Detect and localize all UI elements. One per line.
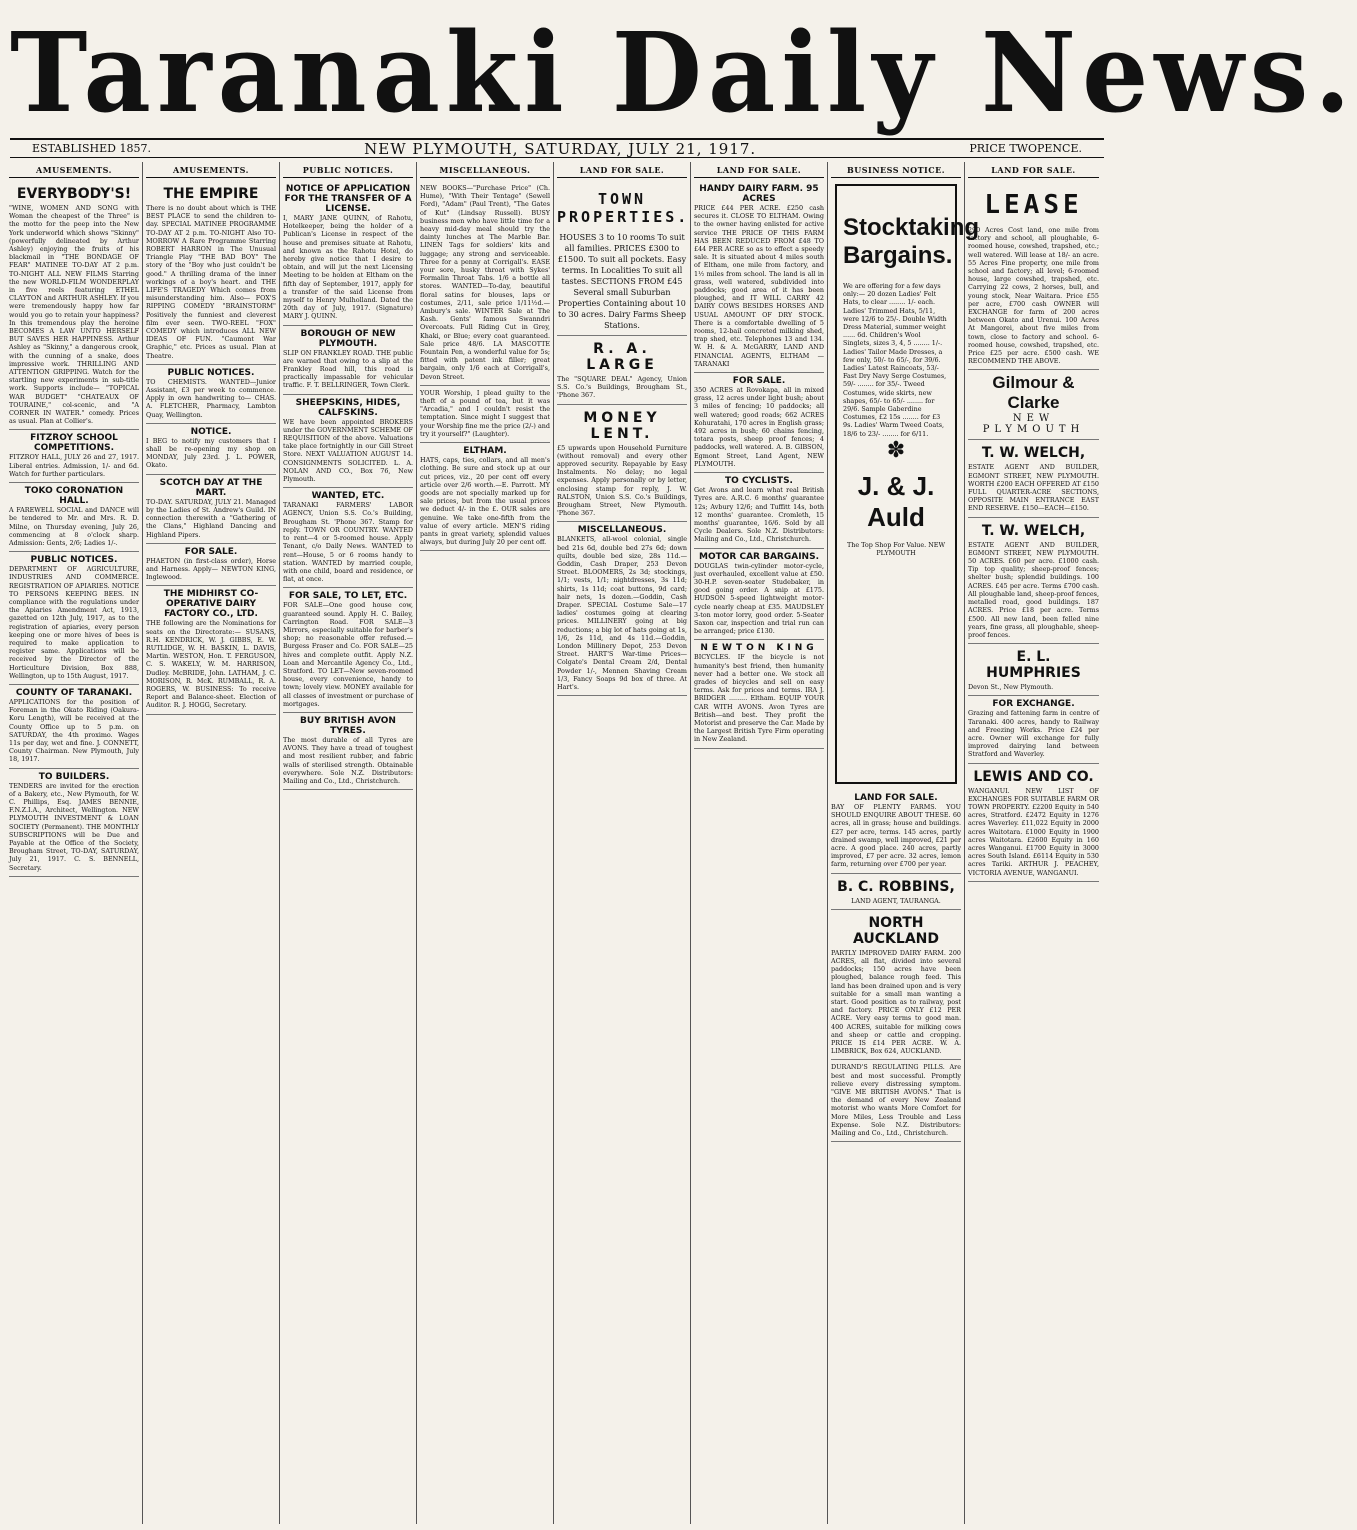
column-heading: PUBLIC NOTICES. xyxy=(283,162,413,178)
ad-body: PHAETON (in first-class order), Horse and Harness. Apply— NEWTON KING, Inglewood. xyxy=(146,556,276,582)
ad-body: PARTLY IMPROVED DAIRY FARM. 200 ACRES, all flat, divided into several paddocks; 150 acres have been ploughed, balance rough feed. This land has been drained upon and is very suitable for a small man wanting a start. Good position as to railway, post and factory. PRICE ONLY £12 PER ACRE. Very easy terms to good man. 400 ACRES, suitable for milking cows and sheep or cattle and cropping. PRICE IS £14 PER ACRE. W. A. LIMBRICK, Box 624, AUCKLAND. xyxy=(831,948,961,1056)
column-heading: LAND FOR SALE. xyxy=(557,162,687,178)
ad-block xyxy=(831,1060,961,1142)
ad-block xyxy=(9,769,139,877)
ad-body: LAND AGENT, TAURANGA. xyxy=(851,896,941,905)
column-heading: AMUSEMENTS. xyxy=(9,162,139,178)
ad-block xyxy=(420,181,550,386)
ad-block xyxy=(694,181,824,373)
ad-body: ESTATE AGENT AND BUILDER, EGMONT STREET, NEW PLYMOUTH. 50 ACRES. £60 per acre. £1000 cash. Tip top quality; sheep-proof fences; shelter bush; splendid buildings. 100 ACRES. £45 per acre. Terms £700 cash. All ploughable land, sheep-proof fences, metalled road, good buildings. 187 ACRES. Price £18 per acre. Terms £500. All new land, been felled nine years, fine grass, all ploughable, sheep-proof fences. xyxy=(968,540,1099,639)
ad-block xyxy=(557,181,690,336)
ad-title: B. C. ROBBINS, xyxy=(837,878,955,895)
ad-body: The most durable of all Tyres are AVONS. They have a tread of toughest and most resilient rubber, and fabric walls of sterilised strength. Obtainable everywhere. Sole N.Z. Distributors: Mailing and Co., Ltd., Christchurch. xyxy=(283,735,413,785)
ad-block xyxy=(146,181,276,365)
column-6 xyxy=(691,162,828,1524)
ad-body: HOUSES 3 to 10 rooms To suit all families. PRICES £300 to £1500. To suit all pockets. Easy terms. In Localities To suit all tastes. SECTIONS FROM £45 Several small Suburban Properties Containing about 10 to 30 acres. Dairy Farms Sheep Stations. xyxy=(557,233,687,330)
stocktaking-ad xyxy=(835,184,980,784)
ad-title: NOTICE OF APPLICATION FOR THE TRANSFER OF A LICENSE. xyxy=(284,184,412,214)
ad-block xyxy=(420,443,550,551)
ad-title: Stocktaking Bargains. xyxy=(843,214,980,269)
ad-title: Gilmour & Clarke xyxy=(992,373,1075,413)
ad-title: MISCELLANEOUS. xyxy=(577,525,667,536)
ad-block xyxy=(146,424,276,475)
ad-title: NEWTON KING xyxy=(700,643,818,654)
ad-body: BLANKETS, all-wool colonial, single bed 21s 6d, double bed 27s 6d; down quilts, double bed size, 28s 11d.—Goddin, Cash Draper, 253 Devon Street. BLOOMERS, 2s 3d; stockings, 1/1; vests, 1/1; nightdresses, 3s 11d; shirts, 1s 11d; coat buttons, 9d card; hair nets, 1s dozen.—Goddin, Cash Draper. SPECIAL Costume Sale—17 ladies' costumes going at clearing prices. MILLINERY going at big reductions; a big lot of hats going at 1s, 1/6, 2s 11d, and 4s 11d.—Goddin, London Millinery Depot, 253 Devon Street. HART'S War-time Prices—Colgate's Dental Cream 2/d, Dental Powder 1/-, Mennen Shaving Cream 1/3, Fancy Soaps 9d box of three. At Hart's. xyxy=(557,535,687,692)
ad-title: HANDY DAIRY FARM. 95 ACRES xyxy=(699,184,819,204)
ad-body: THE following are the Nominations for seats on the Directorate:— SUSANS, R.H. KENDRICK, W. J. GIBBS, E. W. RUTLIDGE, W. H. BASKIN, L. DAVIS, Martin. WESTON, Hon. T. FERGUSON, C. S. WAKELY, W. M. HARRISON, Dudley. McBRIDE, John. LATHAM, J. C. MORISON, R. McK. RUMBALL, R. A. ROGERS, W. BUSINESS: To receive Report and Balance-sheet. Election of Auditor. R. J. HOGG, Secretary. xyxy=(146,619,276,710)
ad-title: FOR SALE. xyxy=(732,376,786,387)
column-heading: LAND FOR SALE. xyxy=(968,162,1099,178)
column-heading: BUSINESS NOTICE. xyxy=(831,162,961,178)
established-text: ESTABLISHED 1857. xyxy=(32,142,151,155)
ad-block xyxy=(146,544,276,587)
ad-block xyxy=(283,326,413,395)
ad-block xyxy=(283,395,413,489)
ad-block xyxy=(283,588,413,713)
ad-block xyxy=(420,386,550,443)
ad-body: 350 ACRES at Rovokapa, all in mixed grass, 12 acres under light bush; about 3 miles of fencing; 10 paddocks; all well watered; good roads; 662 ACRES Kohuratahi, 170 acres in English grass; 492 acres in bush; 60 chains fencing, totara posts, sheep proof fences; 4 paddocks, well watered. A. B. GIBSON, Egmont Street, Land Agent, NEW PLYMOUTH. xyxy=(694,386,824,468)
ad-block xyxy=(968,440,1099,517)
ad-body: TENDERS are invited for the erection of a Bakery, etc., New Plymouth, for W. C. Phillips, Esq. JAMES BENNIE, F.N.Z.I.A., Architect, Wellington. NEW PLYMOUTH INVESTMENT & LOAN SOCIETY (Permanent). THE MONTHLY SUBSCRIPTIONS will be Due and Payable at the Office of the Society, Brougham Street, TO-DAY, SATURDAY, July 21, 1917. C. S. BENNELL, Secretary. xyxy=(9,781,139,872)
column-3 xyxy=(280,162,417,1524)
ad-title: BOROUGH OF NEW PLYMOUTH. xyxy=(300,328,396,349)
ad-title: T. W. WELCH, xyxy=(981,445,1086,462)
ad-block xyxy=(968,181,1099,370)
ad-title: THE MIDHIRST CO-OPERATIVE DAIRY FACTORY CO., LTD. xyxy=(163,589,259,620)
ad-block xyxy=(968,644,1099,696)
ad-block xyxy=(831,910,961,1061)
column-7 xyxy=(828,162,980,1524)
ad-body: A FAREWELL SOCIAL and DANCE will be tendered to Mr. and Mrs. R. D. Milne, on Thursday evening, July 26, commencing at 8 o'clock sharp. Admission: Gents, 2/6; Ladies 1/-. xyxy=(9,506,139,547)
ad-body: Devon St., New Plymouth. xyxy=(968,683,1054,692)
masthead xyxy=(10,7,1357,138)
ad-title: MONEY LENT. xyxy=(583,409,661,442)
ad-block xyxy=(283,713,413,790)
ad-body: WANGANUI. NEW LIST OF EXCHANGES FOR SUITABLE FARM OR TOWN PROPERTY. £2200 Equity in 540 acres, Stratford. £2472 Equity in 1276 acres Waverley. £11,022 Equity in 2000 acres Waitotara. £1000 Equity in 1900 acres Waitotara. £2600 Equity in 160 acres Wanganui. £1700 Equity in 3000 acres South Island. £6114 Equity in 530 acres Tariki. ARTHUR J. PEACHEY, VICTORIA AVENUE, WANGANUI. xyxy=(968,786,1099,877)
ad-title: LEASE xyxy=(984,190,1083,220)
ad-block xyxy=(9,685,139,769)
ad-title: LEWIS AND CO. xyxy=(973,768,1094,785)
ad-block xyxy=(146,586,276,714)
ad-body: £5 upwards upon Household Furniture (without removal) and every other approved security. Repayable by Easy Instalments. No delay; no legal expenses. Apply personally or by letter, enclosing stamp for reply, J. W. RALSTON, Union S.S. Co.'s Buildings, Brougham Street, New Plymouth. 'Phone 367. xyxy=(557,443,687,518)
ad-body: BICYCLES. IF the bicycle is not humanity's best friend, then humanity never had a better one. We stock all grades of bicycles and sell on easy terms. Ask for prices and terms. IRA J. BRIDGER ......... Eltham. EQUIP YOUR CAR WITH AVONS. Avon Tyres are British—and best. They profit the Motorist and preserve the Car. Made by the Largest British Tyre Firm operating in New Zealand. xyxy=(694,653,824,744)
ad-block xyxy=(557,522,687,696)
ad-body: The Top Shop For Value. NEW PLYMOUTH xyxy=(846,540,946,558)
ad-block xyxy=(9,181,139,430)
ad-title: NORTH AUCKLAND xyxy=(853,914,939,947)
ad-body: The "SQUARE DEAL" Agency, Union S.S. Co.'s Buildings, Brougham St., 'Phone 367. xyxy=(557,375,687,400)
ad-body: BAY OF PLENTY FARMS. YOU SHOULD ENQUIRE ABOUT THESE. 60 acres, all in grass; house and buildings. £27 per acre, terms. 145 acres, partly drained swamp, well improved, £21 per acre. A good place. 240 acres, partly improved, £7 per acre. 32 acres, lemon farm, returning over £700 per year. xyxy=(831,803,961,869)
column-1 xyxy=(6,162,143,1524)
column-8 xyxy=(965,162,1102,1524)
column-5 xyxy=(554,162,691,1524)
ad-body: I, MARY JANE QUINN, of Rahotu, Hotelkeeper, being the holder of a Publican's License in respect of the house and premises situate at Rahotu, and known as the Rahotu Hotel, do hereby give notice that I desire to obtain, and will jut the next Licensing Meeting to be holden at Eltham on the fifth day of September, 1917, apply for a transfer of the said License from myself to Henry Mulholland. Dated the 20th day of July, 1917. (Signature) MARY J. QUINN. xyxy=(283,214,413,321)
ad-title: WANTED, ETC. xyxy=(311,491,385,502)
ad-title: THE EMPIRE xyxy=(163,186,259,202)
ad-title: LAND FOR SALE. xyxy=(854,793,938,803)
ad-block xyxy=(968,696,1099,763)
ad-body: YOUR Worship, I plead guilty to the theft of a pound of tea, but it was "Arcadia," and I couldn't resist the temptation. Since might I suggest that your Worship fine me the price (2/-) and try it yourself?" (Laughter). xyxy=(420,388,550,438)
ad-block xyxy=(831,874,961,910)
ad-block xyxy=(694,473,824,548)
ad-title: TO BUILDERS. xyxy=(38,771,110,782)
ad-body: DOUGLAS twin-cylinder motor-cycle, just overhauled, excellent value at £50. 30-H.P. seven-seater Studebaker, in good going order. A snip at £175. HUDSON 5-speed lightweight motor-cycle nearly cheap at £35. MAUDSLEY 3-ton motor lorry, good order. 5-Seater Saxon car, inspection and trial run can be arranged; price £130. xyxy=(694,561,824,636)
ad-body: SLIP ON FRANKLEY ROAD. THE public are warned that owing to a slip at the Frankley Road hill, this road is practically impassable for vehicular traffic. F. T. BELLRINGER, Town Clerk. xyxy=(283,348,413,390)
ad-block xyxy=(968,764,1099,882)
ad-block xyxy=(9,483,139,552)
column-heading: MISCELLANEOUS. xyxy=(420,162,550,178)
ad-title: TO CYCLISTS. xyxy=(725,476,793,487)
ad-body: NEW PLYMOUTH xyxy=(982,413,1085,436)
ad-block xyxy=(694,640,824,748)
ad-title: FOR SALE. xyxy=(184,546,238,557)
ad-body: TO-DAY. SATURDAY, JULY 21. Managed by the Ladies of St. Andrew's Guild. IN connection therewith a "Gathering of the Clans," Highland Dancing and Highland Pipers. xyxy=(146,497,276,539)
ad-body: FITZROY HALL, JULY 26 and 27, 1917. Liberal entries. Admission, 1/- and 6d. Watch for further particulars. xyxy=(9,453,139,478)
column-heading: LAND FOR SALE. xyxy=(694,162,824,178)
place-date-text: NEW PLYMOUTH, SATURDAY, JULY 21, 1917. xyxy=(364,139,757,158)
ad-body: "WINE, WOMEN AND SONG with Woman the cheapest of the Three" is the motto for the peep into the New York underworld which shows "Skinny" (powerfully delineated by Arthur Ashley) enjoying the fruits of his blackmail in "THE BONDAGE OF FEAR" MATINEE TO-DAY AT 2 p.m. TO-NIGHT ALL NEW FILMS Starring the new WORLD-FILM WONDERPLAY in five reels featuring ETHEL CLAYTON and ARTHUR ASHLEY. If you were tremendously happy how far would you go to retain your happiness? In this tremendous play the heroine BECOMES A LAW UNTO HERSELF BUT SAVES HER HAPPINESS. Arthur Ashley as "Skinny," a dangerous crook, with the cunning of a snake, does impressive work. THRILLING AND ATTENTION GRIPPING. Watch for the startling new experiments in sub-title work. Supports include— "TOPICAL WAR BUDGET" "CHATEAUX OF TOURAINE," col-scenic, and "A CORNER IN WATER." comedy. Prices as usual. Plan at Collier's. xyxy=(9,204,139,426)
ad-block xyxy=(146,365,276,424)
ad-title: TOWN PROPERTIES. xyxy=(557,190,690,226)
ad-body: TO CHEMISTS. WANTED—Junior Assistant, £3 per week to commence. Apply in own handwriting to— CHAS. A. FLETCHER, Pharmacy, Lambton Quay, Wellington. xyxy=(146,377,276,419)
ad-body: DEPARTMENT OF AGRICULTURE, INDUSTRIES AND COMMERCE. REGISTRATION OF APIARIES. NOTICE TO PERSONS KEEPING BEES. IN compliance with the regulations under the Apiaries Amendment Act, 1913, gazetted on 12th July, 1917, as to the registration of apiaries, every person keeping one or more hives of bees is required to make application to register same. Applications will be received by the Director of the Horticulture Division, Box 888, Wellington, up to 15th August, 1917. xyxy=(9,565,139,680)
ad-title: COUNTY OF TARANAKI. xyxy=(15,687,133,698)
ad-title: BUY BRITISH AVON TYRES. xyxy=(300,715,396,736)
ad-body: PRICE £44 PER ACRE. £250 cash secures it. CLOSE TO ELTHAM. Owing to the owner having enlisted for active service THE PRICE OF THIS FARM HAS BEEN REDUCED FROM £48 TO £44 PER ACRE so as to effect a speedy sale. It is situated about 4 miles south of Eltham, one mile from factory, and 1½ miles from school. The land is all in grass, well watered, subdivided into paddocks; good area of it has been ploughed, and IT WILL CARRY 42 DAIRY COWS BESIDES HORSES AND USUAL AMOUNT OF DRY STOCK. There is a comfortable dwelling of 5 rooms, 12-bail concreted milking shed, trap shed, etc. Telephones 13 and 134. W. H. & A. McGARRY, LAND AND FINANCIAL AGENTS, ELTHAM — TARANAKI xyxy=(694,204,824,368)
ad-title: PUBLIC NOTICES. xyxy=(167,367,255,378)
ad-body: We are offering for a few days only:— 20 dozen Ladies' Felt Hats, to clear ........ 1/- each. Ladies' Trimmed Hats, 5/11, were 12/6 to 25/-. Double Width Dress Material, summer weight ...... 6d. Children's Wool Singlets, sizes 3, 4, 5 ........ 1/-. Ladies' Tailor Made Dresses, a few only, 50/- to 65/-, for 39/6. Ladies' Latest Raincoats, 53/- Fast Dry Navy Serge Costumes, 59/- ........ for 35/-. Tweed Costumes, wide skirts, new shapes, 65/- to 65/- ........ for 29/6. Sample Gaberdine Costumes, £2 15s ........ for £3 9s. Ladies' Warm Tweed Coats, 18/6 to 23/- ........ for 6/11. xyxy=(843,282,947,438)
ad-title: E. L. HUMPHRIES xyxy=(986,649,1081,682)
ad-body: HATS, caps, ties, collars, and all men's clothing. Be sure and stock up at our cut prices, viz., 20 per cent off every article over 2/6 worth.—E. Parrott. MY goods are not specially marked up for sale prices, but from the usual prices we deduct 4/- in the £. OUR sales are genuine. We take one-fifth from the value of every article. MEN'S riding pants in great variety, splendid values always, but during July 20 per cent off. xyxy=(420,456,550,547)
ad-title: ELTHAM. xyxy=(463,446,507,457)
ad-body: NEW BOOKS—"Purchase Price" (Ch. Hume), "With Their Tentage" (Sewell Ford), "Adam" (Paul Trent), "The Gates of Kut" (Lindsay Russell). BUSY business men who have little time for a heavy mid-day meal should try the dainty lunches at The Marble Bar. LINEN Tags for soldiers' kits and luggage; any strong and serviceable. Three for a penny at Corrigall's. EASE your sore, husky throat with Sykes' Formalin Throat Tabs. 1/6 a bottle all stores. WANTED—To-day, beautiful floral satins for blouses, laps or costumes, 2/11, sale price 1/11½d.—Ambury's sale. WINTER Sale at The Kash. Gents' famous Swanndri Overcoats. Full Riding Cut in Grey, Khaki, or Blue; every coat guaranteed. Sale price 48/6. LA MASCOTTE Fountain Pen, a wonderful value for 5s; fitted with patent ink filler; great bargain, only 1/6 each at Corrigall's, Devon Street. xyxy=(420,184,550,381)
column-2 xyxy=(143,162,280,1524)
ad-title: TOKO CORONATION HALL. xyxy=(24,486,124,507)
ad-body: Get Avons and learn what real British Tyres are. A.R.C. 6 months' guarantee 12s; Avbury 12/6; and Tuffitt 14s, both 12 months' guarantee. Cromleth, 15 months' guarantee, 16/6. Sold by all Cycle Dealers. Sole N.Z. Distributors: Mailing and Co., Ltd., Christchurch. xyxy=(694,486,824,544)
ad-block xyxy=(968,370,1099,440)
ad-body: Grazing and fattening farm in centre of Taranaki. 400 acres, handy to Railway and Freezing Works. Price £24 per acre. Owner will exchange for fully improved dairying land between Stratford and Waverley. xyxy=(968,709,1099,759)
ad-title: FOR EXCHANGE. xyxy=(992,699,1075,710)
ad-title: SHEEPSKINS, HIDES, CALFSKINS. xyxy=(295,397,401,418)
ad-body: APPLICATIONS for the position of Foreman in the Okato Riding (Oakura-Koru Length), will be received at the County Office up to 5 p.m. on SATURDAY, the 4th proximo. Wages 11s per day, wet and fine. J. CONNETT, County Chairman. New Plymouth, July 18, 1917. xyxy=(9,697,139,764)
ad-title: FOR SALE, TO LET, ETC. xyxy=(288,591,408,602)
ad-body: DURAND'S REGULATING PILLS. Are best and most successful. Promptly relieve every distressing symptom. "GIVE ME BRITISH AVONS." That is the demand of every New Zealand motorist who wants More Comfort for More Miles, Less Trouble and Less Expense. Sole N.Z. Distributors: Mailing and Co., Ltd., Christchurch. xyxy=(831,1063,961,1138)
ad-block xyxy=(283,181,413,326)
ad-block xyxy=(283,488,413,588)
ad-block xyxy=(146,475,276,544)
ad-block xyxy=(557,336,687,405)
ad-block xyxy=(557,405,687,523)
ad-title: T. W. WELCH, xyxy=(981,522,1086,539)
ad-title: FITZROY SCHOOL COMPETITIONS. xyxy=(30,433,118,454)
ad-block xyxy=(9,430,139,483)
ad-block xyxy=(694,549,824,641)
ad-title: R. A. LARGE xyxy=(586,341,658,373)
ad-body: There is no doubt about which is THE BEST PLACE to send the children to-day. SPECIAL MATINEE PROGRAMME TO-DAY AT 2 p.m. TO-NIGHT Also TO-MORROW A Rare Programme Starring ROBERT HARRON in The Unusual Triangle Play "THE BAD BOY" The story of the "Boy who just couldn't be good." A thrilling drama of the inner workings of a boy's heart. and THE LIFE'S TRAGEDY Which comes from misunderstanding him. Also— FOX'S RIPPING COMEDY "BRAINSTORM" Positively the funniest and cleverest film ever seen. TWO-REEL "FOX" COMEDY which introduces ALL NEW IDEAS OF FUN. "Caumont War Graphic," etc. Prices as usual. Plan at Theatre. xyxy=(146,204,276,360)
ad-title: NOTICE. xyxy=(190,426,232,437)
ad-title: J. & J. Auld xyxy=(857,470,935,532)
ad-title: MOTOR CAR BARGAINS. xyxy=(699,551,819,562)
ad-block xyxy=(968,518,1099,644)
newspaper-title: Taranaki Daily News. xyxy=(10,7,1357,138)
ad-body: I BEG to notify my customers that I shall be re-opening my shop on MONDAY, July 23rd. J. L. POWER, Okato. xyxy=(146,436,276,470)
ad-body: WE have been appointed BROKERS under the GOVERNMENT SCHEME OF REQUISITION of the above. Valuations take place fortnightly in our Gill Street Store. NEXT VALUATION AUGUST 14. CONSIGNMENTS SOLICITED. L. A. NOLAN AND CO., Box 76, New Plymouth. xyxy=(283,417,413,484)
ad-block xyxy=(694,373,824,473)
column-4 xyxy=(417,162,554,1524)
ad-body: FOR SALE—One good house cow, guaranteed sound. Apply H. C. Bailey, Carrington Road. FOR SALE—3 Mirrors, especially suitable for barber's shop; no reasonable offer refused.—Burgess Fraser and Co. FOR SALE—25 hives and complete outfit. Apply N.Z. Loan and Mercantile Agency Co., Ltd., Stratford. TO LET—New seven-roomed house, every convenience, handy to town; lovely view. MONEY available for all classes of investment or purchase of mortgages. xyxy=(283,601,413,708)
dateline xyxy=(10,138,1104,158)
ad-title: PUBLIC NOTICES. xyxy=(30,555,118,566)
ad-body: ESTATE AGENT AND BUILDER, EGMONT STREET, NEW PLYMOUTH. WORTH £200 EACH OFFERED AT £150 FULL QUARTER-ACRE SECTIONS, OPPOSITE MAIN ENTRANCE EAST END RESERVE. £150—EACH—£150. xyxy=(968,463,1099,513)
ad-body: 290 Acres Cost land, one mile from factory and school, all ploughable, 6-roomed house, cowshed, trapshed, etc.; well watered. Will lease at 18/- an acre. 55 Acres Fine property, one mile from school and factory; all level; 6-roomed house, large cowshed, trapshed, etc. Carrying 22 cows, 2 horses, bull, and young stock, Near Waitara. Price £55 per acre, £700 cash OWNER will EXCHANGE for farm of 200 acres between Okato and Urenui. 100 Acres At Mangorei, about five miles from town, close to factory and school. 6-roomed house, cowshed, trapshed, etc. Price £25 per acre. £500 cash. WE RECOMMEND THE ABOVE. xyxy=(968,226,1099,366)
price-text: PRICE TWOPENCE. xyxy=(969,142,1082,155)
flower-ornament-icon: ✽ xyxy=(886,437,906,463)
ad-title: EVERYBODY'S! xyxy=(16,186,132,202)
columns-container xyxy=(6,162,1108,1524)
ad-title: SCOTCH DAY AT THE MART. xyxy=(159,477,263,498)
column-heading: AMUSEMENTS. xyxy=(146,162,276,178)
ad-body: TARANAKI FARMERS' LABOR AGENCY, Union S.S. Co.'s Building, Brougham St. 'Phone 367. Stamp for reply. TOWN OR COUNTRY. WANTED to rent—4 or 5-roomed house. Apply Tenant, c/o Daily News. WANTED to rent—House, 5 or 6 rooms handy to station. WANTED by married couple, with one child, board and residence, or flat, at once. xyxy=(283,501,413,584)
ad-block xyxy=(9,552,139,685)
ad-block xyxy=(831,790,961,874)
